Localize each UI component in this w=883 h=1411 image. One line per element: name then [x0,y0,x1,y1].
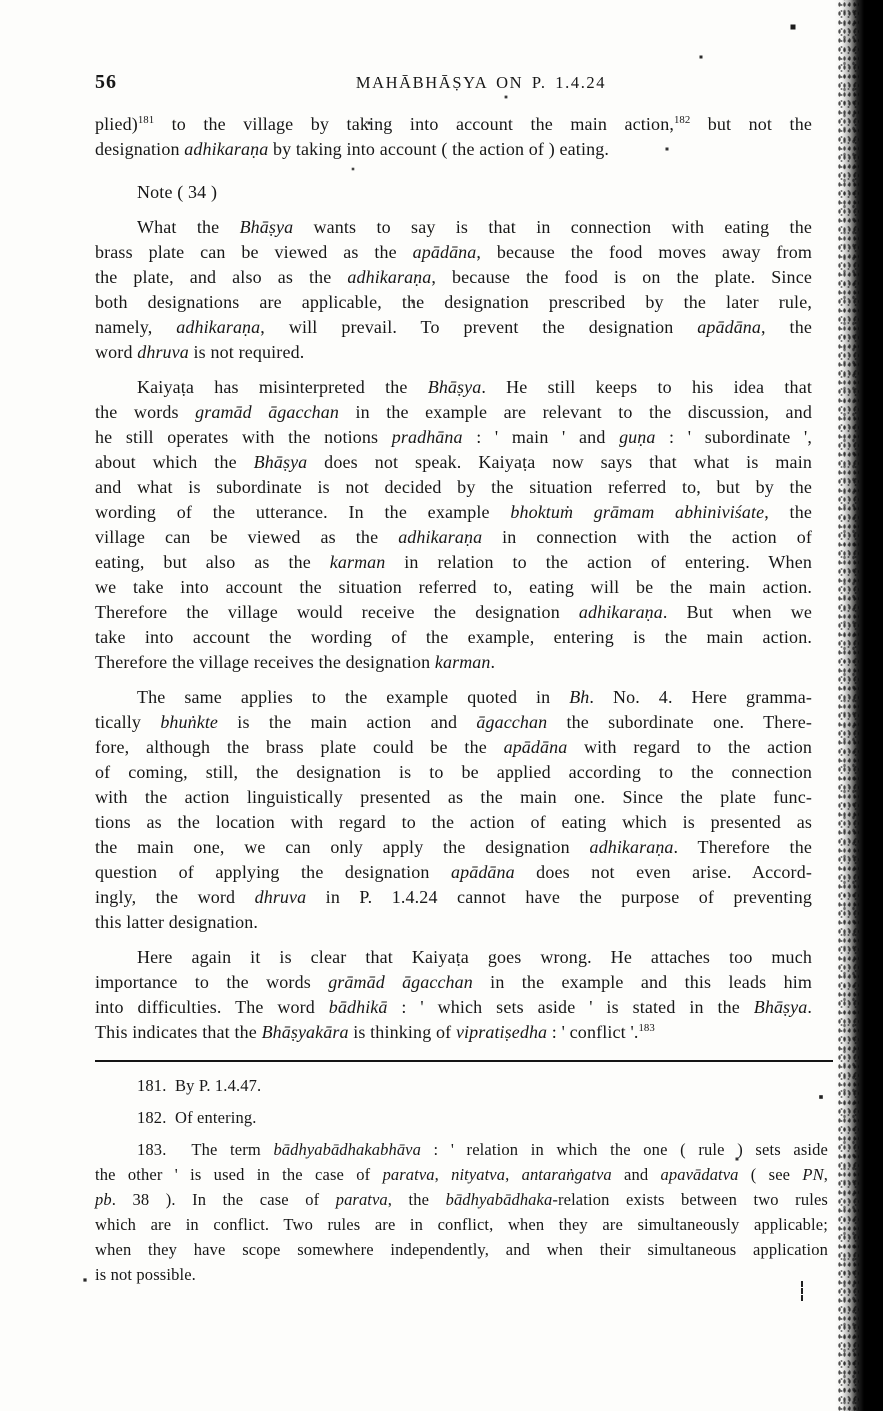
text-line: 182. Of entering. [137,1108,257,1127]
text-line: The same applies to the example quoted in Bh. No. 4. Here gramma- [137,687,812,707]
text-line: Therefore the village would receive the designation adhikaraṇa. But when we [95,602,812,622]
text-line: Here again it is clear that Kaiyaṭa goes wrong. He attaches too much [137,947,812,967]
body-paragraph [95,685,812,935]
text-line: into difficulties. The word bādhikā : ' which sets aside ' is stated in the Bhāṣya. [95,997,812,1017]
text-line: we take into account the situation referred to, eating will be the main action. [95,577,812,597]
text-line: and what is subordinate is not decided by the situation referred to, but by the [95,477,812,497]
text-line: 181. By P. 1.4.47. [137,1076,262,1095]
text-line: question of applying the designation apādāna does not even arise. Accord- [95,862,812,882]
note-heading [95,180,812,205]
body-paragraph [95,112,812,162]
text-line: importance to the words grāmād āgacchan in the example and this leads him [95,972,813,992]
body-text [95,112,812,1045]
text-line: tically bhuṅkte is the main action and āgacchan the subordinate one. There- [95,712,813,732]
text-line: This indicates that the Bhāṣyakāra is thinking of vipratiṣedha : ' conflict '.$^{183}$ [95,1022,655,1042]
text-line: of coming, still, the designation is to be applied according to the connection [95,762,812,782]
text-line: namely, adhikaraṇa, will prevail. To prevent the designation apādāna, the [95,317,812,337]
footnote [95,1137,828,1287]
text-line: Kaiyaṭa has misinterpreted the Bhāṣya. He still keeps to his idea that [137,377,812,397]
text-line: is not possible. [95,1265,196,1284]
text-line: both designations are applicable, the designation prescribed by the later rule, [95,292,812,312]
scan-noise-specks [0,0,2,2]
page-header [95,71,812,95]
footnotes [95,1073,828,1287]
footnote [95,1073,828,1098]
text-line: he still operates with the notions pradhāna : ' main ' and guṇa : ' subordinate ', [95,427,813,447]
running-title: MAHĀBHĀṢYA ON P. 1.4.24 [355,73,607,92]
text-line: designation adhikaraṇa by taking into account ( the action of ) eating. [95,139,610,159]
text-line: this latter designation. [95,912,259,932]
text-line: village can be viewed as the adhikaraṇa in connection with the action of [95,527,812,547]
text-line: Note ( 34 ) [137,182,218,202]
text-line: ingly, the word dhruva in P. 1.4.24 cannot have the purpose of preventing [95,887,813,907]
text-line: which are in conflict. Two rules are in conflict, when they are simultaneously applicable; [95,1215,828,1234]
text-line: the words gramād āgacchan in the example are relevant to the discussion, and [95,402,812,422]
text-line: with the action linguistically presented as the main one. Since the plate func- [95,787,812,807]
body-paragraph [95,375,812,675]
body-paragraph [95,945,812,1045]
text-line: What the Bhāṣya wants to say is that in connection with eating the [137,217,812,237]
body-paragraph [95,215,812,365]
text-line: plied)$^{181}$ to the village by taking into account the main action,$^{182}$ but not the [95,114,812,134]
text-line: the other ' is used in the case of paratva, nityatva, antaraṅgatva and apavādatva ( see PN, [95,1165,828,1184]
text-line: pb. 38 ). In the case of paratva, the bādhyabādhaka-relation exists between two rules [95,1190,828,1209]
footnote-separator-rule [95,1060,833,1062]
text-line: fore, although the brass plate could be the apādāna with regard to the action [95,737,812,757]
text-line: the main one, we can only apply the designation adhikaraṇa. Therefore the [95,837,812,857]
text-line: Therefore the village receives the designation karman. [95,652,496,672]
text-line: when they have scope somewhere independently, and when their simultaneous application [95,1240,828,1259]
text-line: 183. The term bādhyabādhakabhāva : ' relation in which the one ( rule ) sets aside [137,1140,828,1159]
text-line: take into account the wording of the example, entering is the main action. [95,627,812,647]
text-line: tions as the location with regard to the action of eating which is presented as [95,812,812,832]
text-line: word dhruva is not required. [95,342,305,362]
text-line: about which the Bhāṣya does not speak. Kaiyaṭa now says that what is main [95,452,812,472]
scan-edge-shadow [835,0,883,1411]
text-line: wording of the utterance. In the example bhoktuṁ grāmam abhiniviśate, the [95,502,812,522]
footnote [95,1105,828,1130]
page-number: 56 [95,71,117,93]
scan-dash-artifact [801,1281,803,1301]
text-line: eating, but also as the karman in relation to the action of entering. When [95,552,812,572]
page-content [95,0,828,1287]
text-line: brass plate can be viewed as the apādāna, because the food moves away from [95,242,813,262]
text-line: the plate, and also as the adhikaraṇa, because the food is on the plate. Since [95,267,812,287]
